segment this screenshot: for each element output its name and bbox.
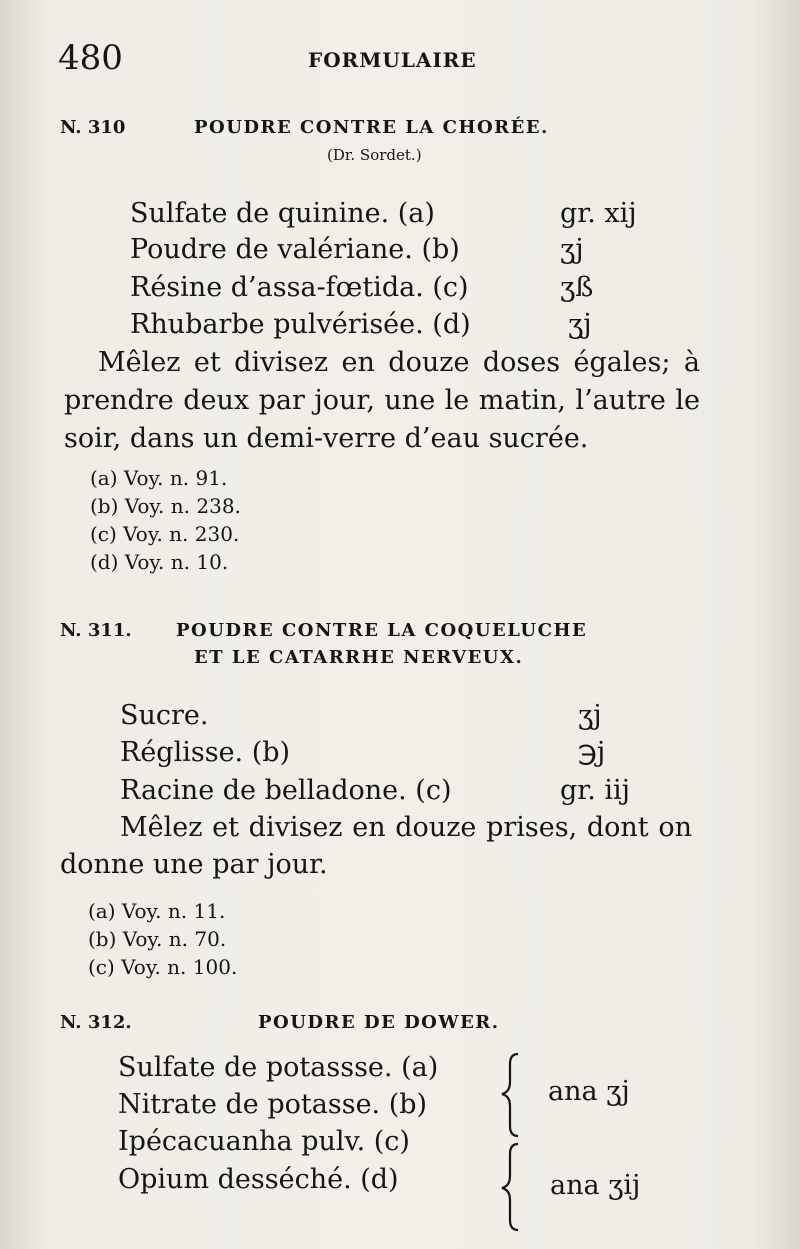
- section-311-title: ET LE CATARRHE NERVEUX.: [194, 647, 524, 668]
- ingredient-quantity: gr. xij: [560, 198, 637, 229]
- ingredient-quantity: ʒß: [560, 272, 594, 303]
- running-title: FORMULAIRE: [308, 48, 477, 72]
- section-311-number: N. 311.: [60, 620, 132, 641]
- group-quantity: ana ʒij: [550, 1170, 641, 1201]
- ingredient-name: Poudre de valériane. (b): [130, 234, 460, 265]
- ingredient-name: Nitrate de potasse. (b): [118, 1089, 428, 1120]
- footnote: (c) Voy. n. 230.: [90, 522, 240, 546]
- section-312-title: POUDRE DE DOWER.: [258, 1012, 500, 1033]
- ingredient-name: Réglisse. (b): [120, 737, 291, 768]
- page-number: 480: [58, 38, 123, 78]
- instructions-line: donne une par jour.: [60, 849, 328, 880]
- footnote: (a) Voy. n. 91.: [90, 466, 228, 490]
- section-310-title: POUDRE CONTRE LA CHORÉE.: [194, 117, 549, 138]
- ingredient-name: Sucre.: [120, 700, 209, 731]
- brace-graphic: [496, 1048, 536, 1238]
- group-quantity: ana ʒj: [548, 1076, 630, 1107]
- section-311-title: POUDRE CONTRE LA COQUELUCHE: [176, 620, 588, 641]
- ingredient-quantity: ʒj: [578, 700, 602, 731]
- footnote: (c) Voy. n. 100.: [88, 955, 238, 979]
- ingredient-name: Rhubarbe pulvérisée. (d): [130, 309, 471, 340]
- ingredient-name: Sulfate de quinine. (a): [130, 198, 435, 229]
- section-310-author: (Dr. Sordet.): [327, 146, 422, 164]
- brace-top: [502, 1054, 518, 1136]
- section-310-number: N. 310: [60, 117, 126, 138]
- footnote: (a) Voy. n. 11.: [88, 899, 226, 923]
- ingredient-quantity: ʒj: [560, 234, 584, 265]
- ingredient-quantity: gr. iij: [560, 775, 631, 806]
- instructions-line: Mêlez et divisez en douze prises, dont on: [120, 812, 692, 843]
- ingredient-quantity: ℈j: [578, 737, 606, 768]
- footnote: (b) Voy. n. 238.: [90, 494, 241, 518]
- footnote: (b) Voy. n. 70.: [88, 927, 227, 951]
- ingredient-name: Racine de belladone. (c): [120, 775, 452, 806]
- ingredient-quantity: ʒj: [568, 309, 592, 340]
- section-312-number: N. 312.: [60, 1012, 132, 1033]
- ingredient-name: Ipécacuanha pulv. (c): [118, 1126, 410, 1157]
- brace-bottom: [502, 1144, 518, 1230]
- instructions-line: prendre deux par jour, une le matin, l’autre le: [64, 385, 700, 416]
- footnote: (d) Voy. n. 10.: [90, 550, 229, 574]
- ingredient-name: Résine d’assa-fœtida. (c): [130, 272, 469, 303]
- instructions-line: Mêlez et divisez en douze doses égales; à: [98, 347, 700, 378]
- instructions-line: soir, dans un demi-verre d’eau sucrée.: [64, 423, 589, 454]
- ingredient-name: Opium desséché. (d): [118, 1164, 399, 1195]
- ingredient-name: Sulfate de potassse. (a): [118, 1052, 439, 1083]
